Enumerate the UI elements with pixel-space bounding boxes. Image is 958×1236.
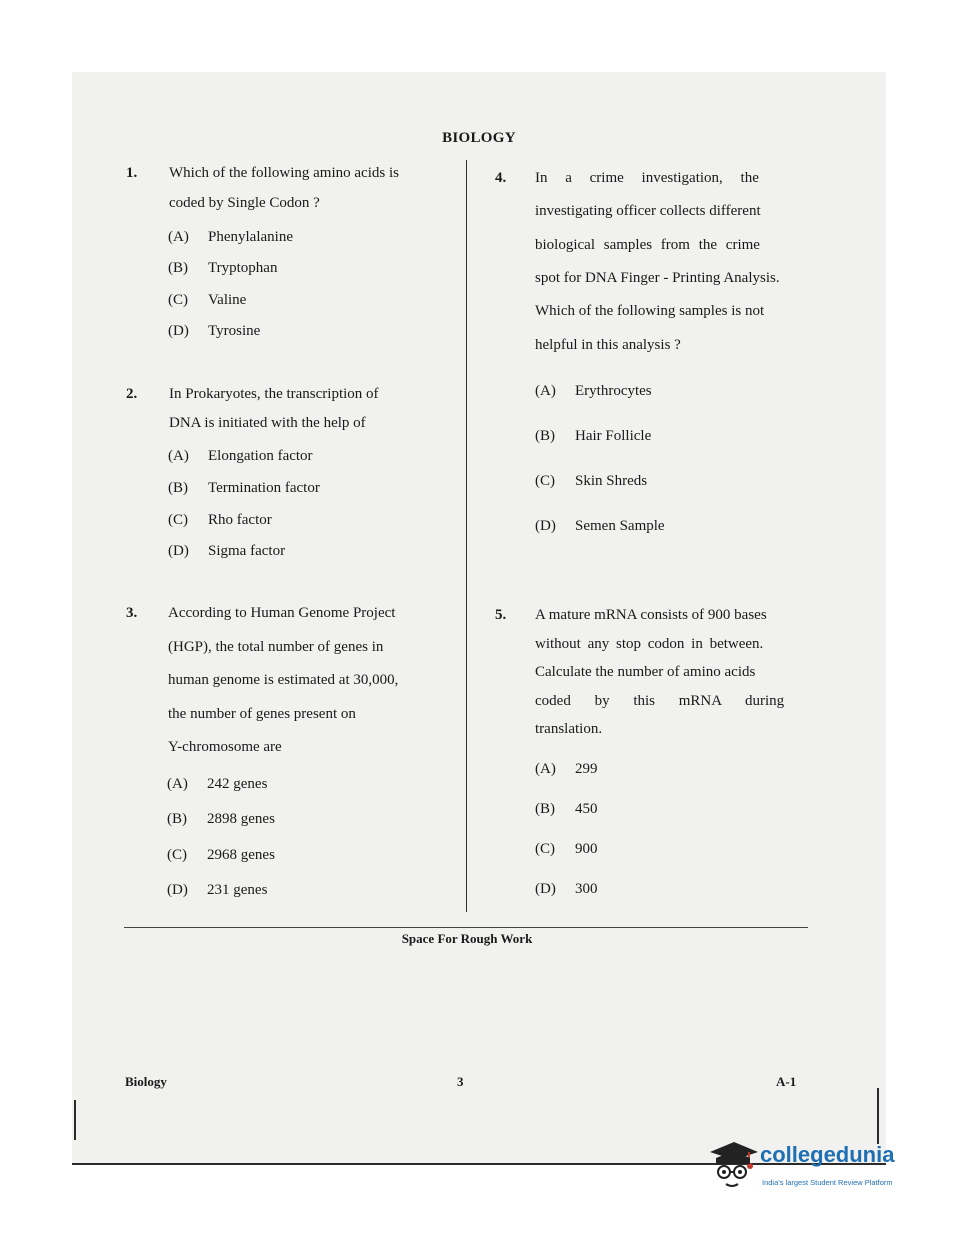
option-label: (C)	[168, 512, 188, 528]
question-line: without any stop codon in between.	[535, 636, 764, 652]
question-line: (HGP), the total number of genes in	[168, 639, 384, 655]
option-text: Elongation factor	[208, 448, 313, 464]
option-label: (C)	[535, 841, 555, 857]
option-label: (C)	[535, 473, 555, 489]
rough-work-rule	[124, 927, 808, 928]
question-number: 3.	[126, 605, 138, 621]
option-text: 2968 genes	[207, 847, 275, 863]
question-number: 5.	[495, 607, 507, 623]
option-text: Valine	[208, 292, 247, 308]
option-label: (B)	[535, 801, 555, 817]
question-line: coded by this mRNA during	[535, 693, 785, 709]
option-a	[167, 776, 267, 793]
question-text	[169, 166, 443, 211]
question-number: 4.	[495, 170, 507, 186]
option-text: 2898 genes	[207, 811, 275, 827]
question-text	[535, 171, 809, 353]
option-text: 300	[575, 881, 598, 897]
question-line: Which of the following samples is not	[535, 303, 765, 319]
question-line: In Prokaryotes, the transcription of	[169, 386, 379, 402]
option-d	[168, 323, 260, 340]
option-a	[535, 383, 652, 400]
option-b	[535, 428, 651, 445]
option-text: Semen Sample	[575, 518, 665, 534]
question-line: DNA is initiated with the help of	[169, 415, 366, 431]
option-text: 299	[575, 761, 598, 777]
question-line: A mature mRNA consists of 900 bases	[535, 607, 767, 623]
question-line: biological samples from the crime	[535, 237, 760, 253]
question-text	[168, 606, 443, 755]
option-text: Erythrocytes	[575, 383, 652, 399]
option-label: (D)	[167, 882, 188, 898]
option-label: (B)	[168, 480, 188, 496]
watermark-brand: collegedunia	[760, 1142, 895, 1167]
option-text: 450	[575, 801, 598, 817]
option-a	[168, 229, 293, 246]
option-text: Skin Shreds	[575, 473, 648, 489]
paper-code: A-1	[776, 1074, 797, 1089]
option-c	[168, 512, 272, 529]
option-text: 900	[575, 841, 598, 857]
section-title: BIOLOGY	[442, 130, 516, 146]
question-line: In a crime investigation, the	[535, 170, 759, 186]
question-line: Calculate the number of amino acids	[535, 664, 756, 680]
option-a	[168, 448, 313, 465]
question-line: coded by Single Codon ?	[169, 195, 320, 211]
option-label: (A)	[168, 229, 189, 245]
option-label: (D)	[168, 323, 189, 339]
option-label: (C)	[167, 847, 187, 863]
watermark-logo	[700, 1138, 930, 1198]
option-text: Hair Follicle	[575, 428, 652, 444]
option-d	[167, 882, 267, 899]
question-line: translation.	[535, 721, 603, 737]
option-c	[535, 841, 598, 858]
question-line: Y-chromosome are	[168, 739, 282, 755]
question-line: Which of the following amino acids is	[169, 165, 399, 181]
option-label: (A)	[535, 383, 556, 399]
option-label: (A)	[167, 776, 188, 792]
option-text: Sigma factor	[208, 543, 286, 559]
option-label: (A)	[535, 761, 556, 777]
option-c	[167, 847, 275, 864]
rough-work-label: Space For Rough Work	[401, 931, 533, 946]
option-b	[167, 811, 275, 828]
option-c	[168, 292, 246, 309]
option-label: (B)	[168, 260, 188, 276]
option-d	[535, 518, 665, 535]
option-text: Termination factor	[208, 480, 320, 496]
margin-mark	[74, 1100, 76, 1140]
watermark-tagline: India's largest Student Review Platform	[762, 1178, 893, 1187]
option-label: (A)	[168, 448, 189, 464]
question-text	[169, 387, 443, 431]
question-text	[535, 608, 809, 737]
option-a	[535, 761, 598, 778]
option-label: (D)	[535, 518, 556, 534]
option-label: (B)	[535, 428, 555, 444]
margin-mark	[877, 1088, 879, 1144]
option-text: Rho factor	[208, 512, 272, 528]
option-b	[168, 480, 320, 497]
question-line: spot for DNA Finger - Printing Analysis.	[535, 270, 780, 286]
question-number: 1.	[126, 165, 138, 181]
option-text: 231 genes	[207, 882, 268, 898]
graduate-mascot-icon	[704, 1138, 760, 1194]
page-number: 3	[457, 1074, 464, 1089]
option-text: Phenylalanine	[208, 229, 293, 245]
option-label: (D)	[535, 881, 556, 897]
option-text: Tryptophan	[208, 260, 278, 276]
footer-subject: Biology	[125, 1074, 167, 1089]
option-d	[535, 881, 598, 898]
question-line: the number of genes present on	[168, 706, 356, 722]
question-line: human genome is estimated at 30,000,	[168, 672, 399, 688]
option-d	[168, 543, 285, 560]
option-c	[535, 473, 647, 490]
question-line: According to Human Genome Project	[168, 605, 396, 621]
question-line: helpful in this analysis ?	[535, 337, 681, 353]
question-line: investigating officer collects different	[535, 203, 761, 219]
column-divider	[466, 160, 467, 912]
option-text: Tyrosine	[208, 323, 261, 339]
option-label: (C)	[168, 292, 188, 308]
option-text: 242 genes	[207, 776, 268, 792]
option-label: (D)	[168, 543, 189, 559]
option-b	[535, 801, 598, 818]
option-label: (B)	[167, 811, 187, 827]
question-number: 2.	[126, 386, 138, 402]
option-b	[168, 260, 277, 277]
